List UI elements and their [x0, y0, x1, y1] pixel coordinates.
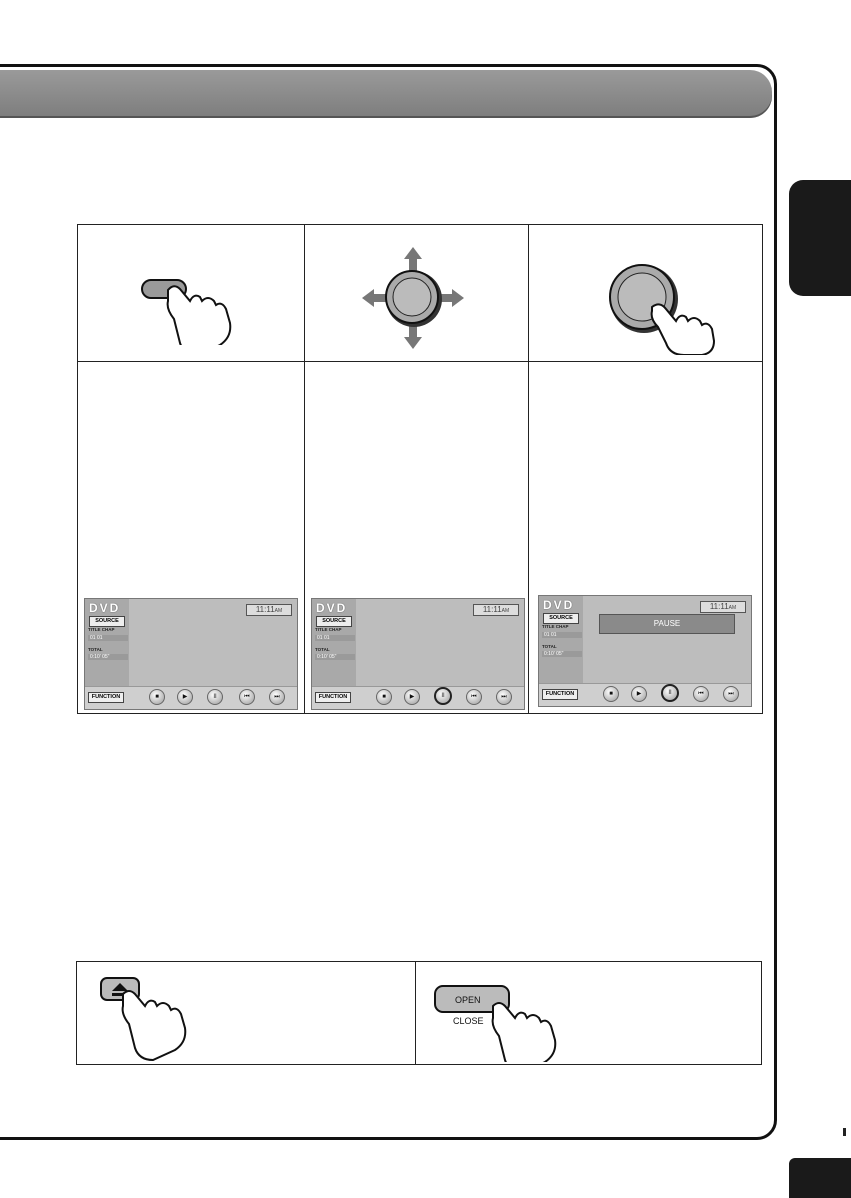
- press-knob-icon: [588, 243, 718, 355]
- pause-button[interactable]: II: [207, 689, 223, 705]
- close-label: CLOSE: [453, 1016, 484, 1026]
- time-value: 0:10' 05": [88, 654, 128, 660]
- screen-control-bar: [85, 686, 297, 709]
- open-close-button-icon: [431, 982, 571, 1062]
- column-divider: [415, 962, 416, 1064]
- function-button[interactable]: FUNCTION: [542, 689, 578, 700]
- title-chap-value: 01 01: [542, 632, 582, 638]
- previous-button[interactable]: ⏮: [693, 686, 709, 702]
- play-button[interactable]: ▶: [404, 689, 420, 705]
- next-button[interactable]: ⏭: [496, 689, 512, 705]
- previous-button[interactable]: ⏮: [466, 689, 482, 705]
- pause-button[interactable]: II: [434, 687, 452, 705]
- stop-button[interactable]: ■: [603, 686, 619, 702]
- previous-button[interactable]: ⏮: [239, 689, 255, 705]
- clock: 11:11AM: [473, 604, 519, 616]
- title-chap-value: 01 01: [315, 635, 355, 641]
- screen-control-bar: [539, 683, 751, 706]
- clock: 11:11AM: [700, 601, 746, 613]
- play-button[interactable]: ▶: [177, 689, 193, 705]
- stop-button[interactable]: ■: [376, 689, 392, 705]
- next-button[interactable]: ⏭: [723, 686, 739, 702]
- time-value: 0:10' 05": [315, 654, 355, 660]
- column-divider: [304, 225, 305, 713]
- screen-control-bar: [312, 686, 524, 709]
- margin-mark: [843, 1128, 846, 1136]
- screen-logo: DVD: [316, 601, 348, 615]
- function-button[interactable]: FUNCTION: [315, 692, 351, 703]
- title-chap-label: TITLE CHAP: [88, 627, 115, 632]
- source-button[interactable]: SOURCE: [89, 616, 125, 627]
- clock: 11:11AM: [246, 604, 292, 616]
- title-chap-value: 01 01: [88, 635, 128, 641]
- title-chap-label: TITLE CHAP: [542, 624, 569, 629]
- row-divider: [78, 361, 762, 362]
- step-table: [77, 224, 763, 714]
- page-number-block: [789, 1158, 851, 1198]
- play-button[interactable]: ▶: [631, 686, 647, 702]
- section-header-bar: [0, 70, 772, 118]
- next-button[interactable]: ⏭: [269, 689, 285, 705]
- press-button-icon: [128, 255, 258, 345]
- dvd-screen: [84, 598, 298, 710]
- eject-instruction-box: [76, 961, 762, 1065]
- function-button[interactable]: FUNCTION: [88, 692, 124, 703]
- column-divider: [528, 225, 529, 713]
- open-label: OPEN: [455, 995, 481, 1005]
- total-label: TOTAL: [88, 647, 103, 652]
- language-tab: [789, 180, 851, 296]
- time-value: 0:10' 05": [542, 651, 582, 657]
- eject-button-icon: [95, 972, 215, 1062]
- total-label: TOTAL: [315, 647, 330, 652]
- screen-logo: DVD: [89, 601, 121, 615]
- source-button[interactable]: SOURCE: [543, 613, 579, 624]
- stop-button[interactable]: ■: [149, 689, 165, 705]
- source-button[interactable]: SOURCE: [316, 616, 352, 627]
- joystick-arrows-icon: [358, 243, 468, 353]
- pause-button[interactable]: II: [661, 684, 679, 702]
- pause-indicator: PAUSE: [599, 614, 735, 634]
- total-label: TOTAL: [542, 644, 557, 649]
- dvd-screen-paused: [538, 595, 752, 707]
- screen-logo: DVD: [543, 598, 575, 612]
- dvd-screen: [311, 598, 525, 710]
- title-chap-label: TITLE CHAP: [315, 627, 342, 632]
